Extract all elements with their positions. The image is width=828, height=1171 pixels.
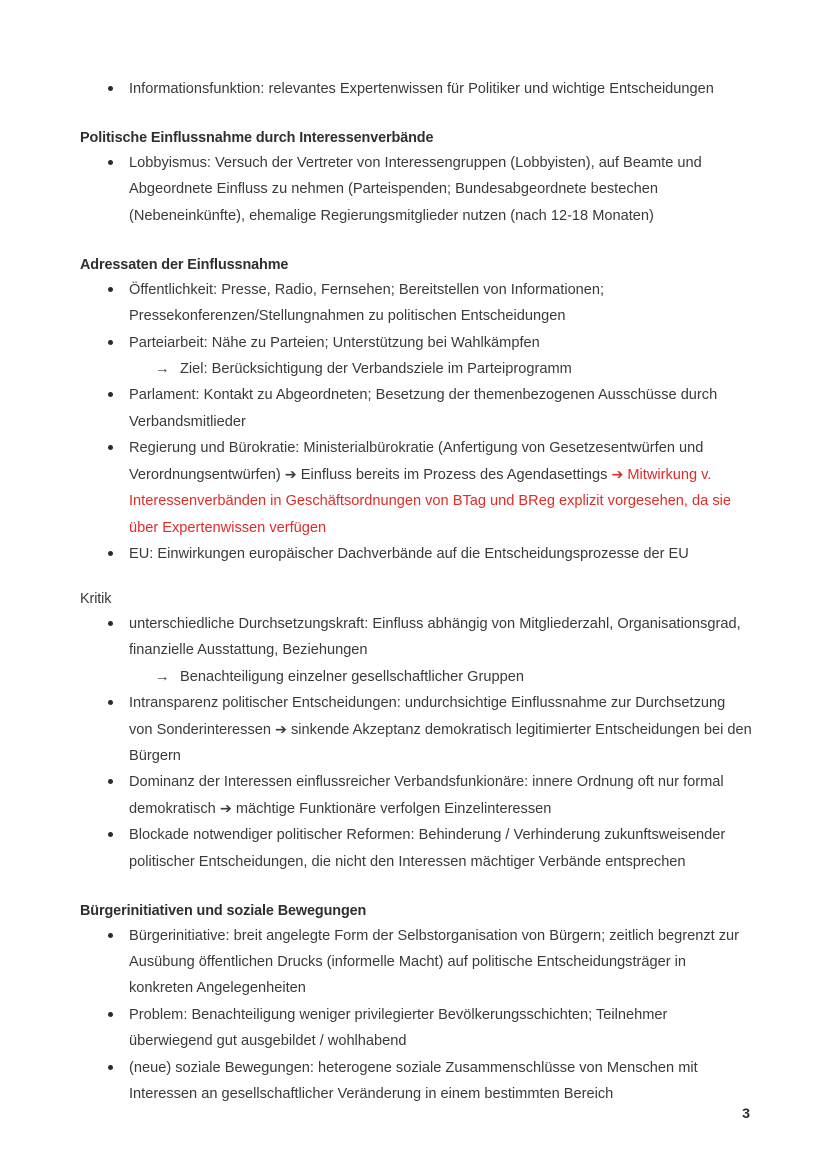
spacer — [80, 102, 752, 128]
bullet-dot-icon — [108, 160, 113, 165]
bullet-dot-icon — [108, 551, 113, 556]
intro-bullet-list — [80, 76, 752, 102]
list-item — [80, 382, 752, 435]
sub-list-item-text: Ziel: Berücksichtigung der Verbandsziele im Parteiprogramm — [180, 361, 572, 378]
list-item — [80, 769, 752, 822]
list-item-with-red-emphasis — [80, 435, 752, 541]
list-item-text: Blockade notwendiger politischer Reformen: Behinderung / Verhinderung zukunftsweisender politischer Entscheidungen, die nicht den Interessen mächtiger Verbände entsprechen — [129, 827, 726, 870]
list-item-text: EU: Einwirkungen europäischer Dachverbände auf die Entscheidungsprozesse der EU — [129, 545, 689, 562]
bullet-dot-icon — [108, 1012, 113, 1017]
bullet-dot-icon — [108, 933, 113, 938]
section-adressaten — [80, 255, 752, 567]
list-item-text: Lobbyismus: Versuch der Vertreter von Interessengruppen (Lobbyisten), auf Beamte und Abgeordnete Einfluss zu nehmen (Parteispenden; Bundesabgeordnete bestechen (Nebeneinkünfte), ehemalige Regierungsmitglieder nutzen (nach 12-18 Monaten) — [129, 155, 702, 224]
list-item — [80, 330, 752, 356]
bullet-dot-icon — [108, 832, 113, 837]
section2-bullet-list — [80, 277, 752, 567]
sub-list-item-text: Benachteiligung einzelner gesellschaftlicher Gruppen — [180, 668, 524, 685]
section-heading: Kritik — [80, 591, 112, 608]
list-item — [80, 1055, 752, 1108]
arrow-right-bold-icon: ➔ — [275, 721, 287, 738]
sub-list-item — [80, 664, 752, 690]
bullet-dot-icon — [108, 621, 113, 626]
bullet-dot-icon — [108, 86, 113, 91]
list-item-text: (neue) soziale Bewegungen: heterogene soziale Zusammenschlüsse von Menschen mit Interessen an gesellschaftlicher Veränderung in einem bestimmten Bereich — [129, 1059, 698, 1103]
bullet-dot-icon — [108, 392, 113, 397]
list-item — [80, 923, 752, 1002]
arrow-right-icon: → — [155, 361, 170, 378]
list-item — [80, 611, 752, 664]
arrow-right-bold-icon: ➔ — [219, 800, 232, 817]
bullet-dot-icon — [108, 340, 113, 345]
section-buergerinitiativen — [80, 901, 752, 1107]
page-number: 3 — [742, 1106, 750, 1122]
list-item — [80, 150, 752, 229]
section4-bullet-list — [80, 923, 752, 1108]
list-item-text-part1: Regierung und Bürokratie: Ministerialbürokratie (Anfertigung von Gesetzesentwürfen und Verordnungsentwürfen) — [129, 440, 704, 483]
list-item-text-part2: sinkende Akzeptanz demokratisch legitimierter Entscheidungen bei den Bürgern — [129, 721, 752, 764]
list-item-text: Bürgerinitiative: breit angelegte Form der Selbstorganisation von Bürgern; zeitlich begrenzt zur Ausübung öffentlichen Drucks (informelle Macht) auf politische Entscheidungsträger in konkreten Angelegenheiten — [129, 927, 740, 997]
list-item — [80, 1002, 752, 1055]
section-heading: Bürgerinitiativen und soziale Bewegungen — [80, 902, 367, 919]
bullet-dot-icon — [108, 700, 113, 705]
section1-bullet-list — [80, 150, 752, 229]
list-item-text: Parteiarbeit: Nähe zu Parteien; Unterstützung bei Wahlkämpfen — [129, 334, 540, 351]
list-item — [80, 822, 752, 875]
section3-bullet-list — [80, 611, 752, 875]
red-emphasis-text: Mitwirkung v. Interessenverbänden in Geschäftsordnungen von BTag und BReg explizit vorgesehen, da sie über Expertenwissen verfügen — [129, 466, 731, 536]
list-item — [80, 277, 752, 330]
bullet-dot-icon — [108, 287, 113, 292]
list-item-text: Öffentlichkeit: Presse, Radio, Fernsehen; Bereitstellen von Informationen; Pressekonferenzen/Stellungnahmen zu politischen Entscheidungen — [129, 281, 605, 325]
list-item-text-part2: Einfluss bereits im Prozess des Agendasettings — [300, 466, 608, 483]
list-item — [80, 76, 752, 102]
section-kritik — [80, 589, 752, 875]
list-item — [80, 541, 752, 567]
arrow-right-bold-icon: ➔ — [611, 466, 624, 483]
bullet-dot-icon — [108, 1065, 113, 1070]
list-item-text: Informationsfunktion: relevantes Expertenwissen für Politiker und wichtige Entscheidungen — [129, 81, 714, 97]
spacer — [80, 875, 752, 901]
spacer — [80, 229, 752, 255]
sub-list-item — [80, 356, 752, 382]
section-heading: Adressaten der Einflussnahme — [80, 257, 289, 274]
list-item-text: unterschiedliche Durchsetzungskraft: Einfluss abhängig von Mitgliederzahl, Organisationsgrad, finanzielle Ausstattung, Beziehungen — [129, 615, 741, 659]
arrow-right-icon: → — [155, 668, 170, 685]
bullet-dot-icon — [108, 445, 113, 450]
list-item-text-part1: Intransparenz politischer Entscheidungen: undurchsichtige Einflussnahme zur Durchsetzung von Sonderinteressen — [129, 695, 726, 738]
bullet-dot-icon — [108, 779, 113, 784]
document-body — [80, 76, 752, 1107]
section-politische-einflussnahme — [80, 128, 752, 229]
arrow-right-bold-icon: ➔ — [284, 466, 297, 483]
list-item-text: Problem: Benachteiligung weniger privilegierter Bevölkerungsschichten; Teilnehmer überwiegend gut ausgebildet / wohlhabend — [129, 1006, 668, 1050]
list-item-text-part1: Dominanz der Interessen einflussreicher Verbandsfunkionäre: innere Ordnung oft nur formal demokratisch — [129, 774, 724, 817]
list-item — [80, 690, 752, 769]
list-item-text: Parlament: Kontakt zu Abgeordneten; Besetzung der themenbezogenen Ausschüsse durch Verbandsmitlieder — [129, 387, 718, 430]
list-item-text-part2: mächtige Funktionäre verfolgen Einzelinteressen — [235, 800, 552, 817]
section-heading: Politische Einflussnahme durch Interessenverbände — [80, 130, 434, 147]
spacer — [80, 567, 752, 589]
